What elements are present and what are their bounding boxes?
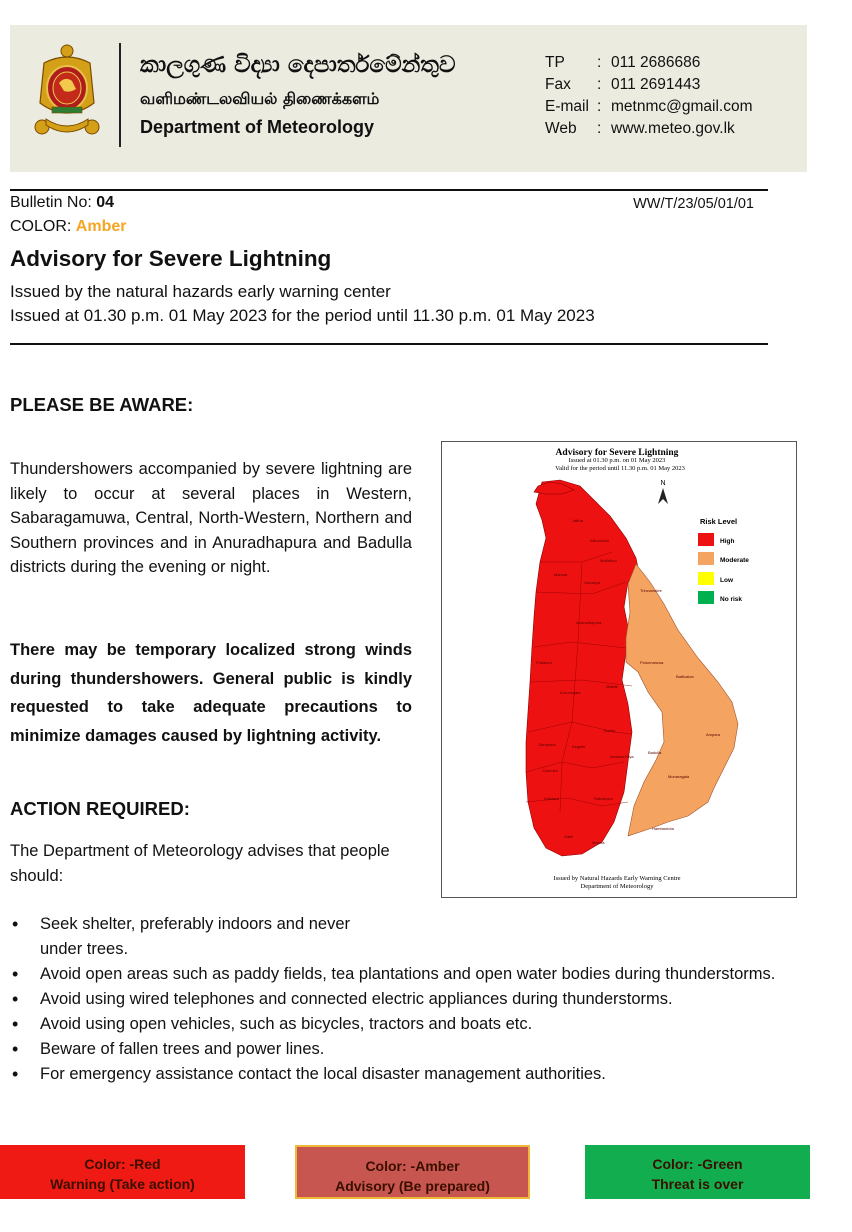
legend-label: No risk: [720, 596, 743, 603]
district-label: Kilinochchi: [590, 538, 610, 543]
legend-label: High: [720, 538, 735, 545]
legend-swatch: [698, 572, 714, 585]
map-valid: Valid for the period until 11.30 p.m. 01 May 2023: [555, 465, 685, 472]
contact-value: 011 2686686: [611, 54, 701, 71]
bottom-rule: [10, 343, 768, 345]
contact-fax: [545, 74, 752, 96]
district-label: Polonnaruwa: [640, 660, 664, 665]
map-footer-2: Department of Meteorology: [580, 883, 654, 890]
district-label: Kegalle: [572, 744, 586, 749]
district-label: Badulla: [648, 750, 662, 755]
action-list: [10, 912, 810, 1087]
action-heading: ACTION REQUIRED:: [10, 798, 190, 819]
district-label: Kalutara: [544, 796, 559, 801]
action-item: • Beware of fallen trees and power lines.: [10, 1037, 810, 1062]
aware-paragraph-1: Thundershowers accompanied by severe lightning are likely to occur at several places in Western, Sabaragamuwa, Central, North-Western, Northern and Southern provinces and in Anuradhapura and Badulla districts during the evening or night.: [10, 460, 412, 576]
contact-label: TP: [545, 54, 565, 71]
legend-swatch: [698, 533, 714, 546]
north-label: N: [660, 480, 666, 487]
issued-at: Issued at 01.30 p.m. 01 May 2023 for the period until 11.30 p.m. 01 May 2023: [10, 306, 595, 325]
aware-heading: PLEASE BE AWARE:: [10, 394, 194, 415]
contact-separator: :: [597, 98, 602, 115]
district-label: Kurunegala: [560, 690, 581, 695]
action-item: • Avoid using open vehicles, such as bicycles, tractors and boats etc.: [10, 1012, 810, 1037]
district-label: Matara: [592, 840, 605, 845]
color-code-amber: [295, 1145, 530, 1199]
color-code-meaning: Advisory (Be prepared): [335, 1178, 490, 1194]
bulletin-number-value: 04: [96, 194, 115, 211]
issued-by: Issued by the natural hazards early warning center: [10, 282, 391, 301]
action-item: • Avoid using wired telephones and connected electric appliances during thunderstorms.: [10, 987, 810, 1012]
district-label: Mullaitivu: [600, 558, 617, 563]
district-label: Ampara: [706, 732, 721, 737]
map-region-moderate: [626, 564, 738, 836]
header-divider: [119, 43, 121, 147]
district-label: Nuwara Eliya: [610, 754, 634, 759]
contact-value[interactable]: www.meteo.gov.lk: [611, 120, 735, 137]
lightning-risk-map: [441, 441, 797, 898]
north-arrow-icon: [658, 488, 668, 504]
district-label: Ratnapura: [594, 796, 613, 801]
color-code-title: Color: -Amber: [365, 1158, 460, 1174]
legend-swatch: [698, 552, 714, 565]
district-label: Vavuniya: [584, 580, 601, 585]
legend-title: Risk Level: [700, 517, 738, 526]
district-label: Trincomalee: [640, 588, 662, 593]
contact-label: E-mail: [545, 98, 589, 115]
district-label: Kandy: [604, 728, 616, 733]
legend-label: Moderate: [720, 557, 749, 564]
map-issued: Issued at 01.30 p.m. on 01 May 2023: [568, 457, 666, 464]
contact-web: [545, 118, 752, 140]
legend-swatch: [698, 591, 714, 604]
district-label: Colombo: [542, 768, 559, 773]
action-intro: The Department of Meteorology advises that people should:: [10, 842, 390, 885]
district-label: Monaragala: [668, 774, 690, 779]
contact-phone: [545, 52, 752, 74]
district-label: Jaffna: [572, 518, 583, 523]
district-label: Gampaha: [538, 742, 556, 747]
district-label: Matale: [606, 684, 619, 689]
bulletin-reference: WW/T/23/05/01/01: [633, 196, 754, 212]
dept-name-tamil: வளிமண்டலவியல் திணைக்களம்: [140, 89, 380, 108]
map-region-high: [526, 480, 638, 856]
action-item: • Seek shelter, preferably indoors and never under trees.: [10, 912, 390, 962]
bulletin-number-label: Bulletin No:: [10, 194, 92, 211]
color-code-title: Color: -Red: [84, 1156, 161, 1172]
dept-name-sinhala: කාලගුණ විද්‍යා දෙපාර්තමේන්තුව: [140, 52, 456, 78]
dept-name-english: Department of Meteorology: [140, 117, 375, 137]
map-footer-1: Issued by Natural Hazards Early Warning Centre: [553, 875, 681, 882]
map-graphic: [442, 442, 796, 897]
district-label: Puttalam: [536, 660, 552, 665]
district-label: Anuradhapura: [576, 620, 602, 625]
action-item: • Avoid open areas such as paddy fields, tea plantations and open water bodies during thunderstorms.: [10, 962, 810, 987]
contact-separator: :: [597, 76, 602, 93]
district-label: Batticaloa: [676, 674, 694, 679]
map-title: Advisory for Severe Lightning: [555, 448, 679, 458]
letterhead: [10, 25, 807, 172]
bulletin-color-value: Amber: [75, 218, 127, 235]
contact-separator: :: [597, 120, 602, 137]
sri-lanka-emblem-icon: [32, 43, 102, 143]
district-label: Galle: [564, 834, 574, 839]
contact-value[interactable]: metnmc@gmail.com: [611, 98, 753, 115]
legend-item-moderate: [698, 552, 749, 565]
color-code-meaning: Warning (Take action): [50, 1176, 195, 1192]
page-title: Advisory for Severe Lightning: [10, 246, 332, 271]
legend-item-no-risk: [698, 591, 742, 604]
color-code-green: [585, 1145, 810, 1199]
aware-paragraph-2: There may be temporary localized strong winds during thundershowers. General public is kindly requested to take adequate precautions to minimize damages caused by lightning activity.: [10, 641, 412, 745]
contact-email: [545, 96, 752, 118]
district-label: Hambantota: [652, 826, 674, 831]
contact-value: 011 2691443: [611, 76, 701, 93]
top-rule: [10, 189, 768, 191]
color-code-title: Color: -Green: [652, 1156, 743, 1172]
bulletin-number: [10, 194, 114, 212]
contact-label: Fax: [545, 76, 571, 93]
legend-item-high: [698, 533, 734, 546]
bulletin-color: [10, 218, 126, 236]
district-label: Mannar: [554, 572, 568, 577]
legend-label: Low: [720, 577, 733, 584]
color-code-meaning: Threat is over: [651, 1176, 744, 1192]
contact-block: [545, 52, 752, 140]
color-code-red: [0, 1145, 245, 1199]
action-item: • For emergency assistance contact the local disaster management authorities.: [10, 1062, 810, 1087]
issue-details: [10, 280, 595, 328]
contact-label: Web: [545, 120, 577, 137]
legend-item-low: [698, 572, 734, 585]
bulletin-color-label: COLOR:: [10, 218, 72, 235]
contact-separator: :: [597, 54, 602, 71]
